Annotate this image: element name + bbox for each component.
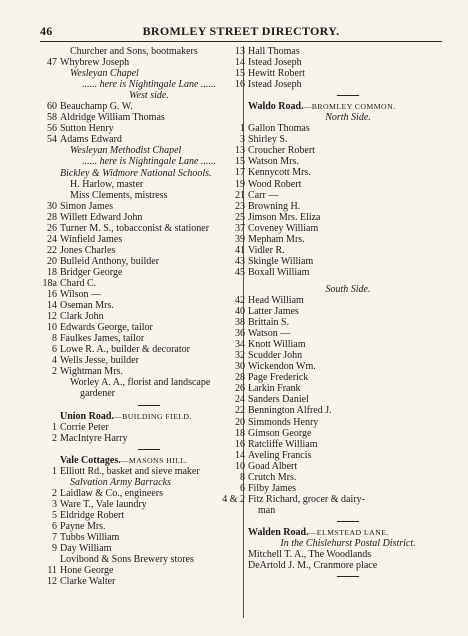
entry-text: gardener: [80, 388, 115, 400]
directory-entry: [47, 101, 238, 113]
house-number: 10: [47, 322, 57, 334]
directory-entry: [47, 200, 238, 212]
street-name: Walden Road.: [248, 526, 309, 538]
directory-entry: [47, 222, 238, 234]
entry-text: Faulkes James, tailor: [60, 333, 145, 345]
street-location: —BUILDING FIELD.: [113, 411, 192, 421]
directory-entry: [47, 300, 238, 312]
house-number: 1: [240, 123, 245, 135]
house-number: 54: [47, 134, 57, 146]
entry-text: Skingle William: [248, 255, 314, 267]
directory-entry: [235, 460, 448, 472]
house-number: 1: [52, 421, 57, 433]
entry-text: Edwards George, tailor: [60, 322, 153, 334]
entry-text: Mepham Mrs.: [248, 233, 305, 245]
house-number: 16: [235, 79, 245, 91]
house-number: 22: [235, 405, 245, 417]
house-number: 30: [47, 200, 57, 212]
entry-text: Coveney William: [248, 222, 319, 234]
directory-entry: [235, 79, 448, 91]
directory-entry: [235, 438, 448, 450]
house-number: 16: [47, 289, 57, 301]
directory-entry: [235, 68, 448, 80]
directory-entry: [47, 244, 238, 256]
entry-text: Bennington Alfred J.: [248, 405, 332, 417]
directory-entry: [248, 505, 448, 516]
directory-entry: [60, 179, 238, 190]
directory-entry: [235, 244, 448, 256]
house-number: 58: [47, 112, 57, 124]
directory-entry: [235, 156, 448, 168]
district-note: In the Chislehurst Postal District.: [280, 537, 416, 549]
directory-entry: [60, 79, 238, 90]
entry-text: ...... here is Nightingale Lane ......: [82, 156, 216, 168]
directory-entry: [235, 383, 448, 395]
entry-text: Salvation Army Barracks: [70, 476, 171, 488]
house-number: 30: [235, 361, 245, 373]
directory-entry: [235, 350, 448, 362]
street-name: Vale Cottages.: [60, 454, 121, 466]
entry-text: Latter James: [248, 306, 299, 318]
house-number: 7: [52, 531, 57, 543]
entry-text: Day William: [60, 543, 112, 555]
street-name: Union Road.: [60, 410, 114, 422]
directory-entry: [47, 57, 238, 69]
house-number: 20: [47, 255, 57, 267]
house-number: 56: [47, 123, 57, 135]
entry-text: Whybrew Joseph: [60, 57, 130, 69]
house-number: 19: [235, 178, 245, 190]
directory-entry: [52, 509, 238, 521]
house-number: 60: [47, 101, 57, 113]
directory-entry: [60, 145, 238, 156]
directory-entry: [47, 134, 238, 146]
section-heading-union-road: [60, 411, 238, 422]
house-number: 8: [52, 333, 57, 345]
directory-entry: [235, 372, 448, 384]
entry-text: Istead Joseph: [248, 79, 302, 91]
entry-text: DeArtold J. M., Cranmore place: [248, 560, 378, 572]
house-number: 14: [47, 300, 57, 312]
house-number: 34: [235, 339, 245, 351]
house-number: 14: [235, 57, 245, 69]
entry-text: Clarke Walter: [60, 576, 116, 588]
section-heading-waldo-road: [248, 101, 448, 112]
entry-text: Scudder John: [248, 350, 303, 362]
entry-text: Simmonds Henry: [248, 416, 319, 428]
directory-entry: [235, 394, 448, 406]
entry-text: Brittain S.: [248, 317, 290, 329]
entry-text: Watson —: [248, 328, 291, 340]
entry-text: Payne Mrs.: [60, 520, 106, 532]
directory-entry: [235, 178, 448, 190]
entry-text: Clark John: [60, 311, 104, 323]
entry-text: Oseman Mrs.: [60, 300, 114, 312]
directory-entry: [47, 211, 238, 223]
entry-text: Wightman Mrs.: [60, 366, 123, 378]
directory-entry: [235, 266, 448, 278]
house-number: 11: [47, 565, 57, 577]
house-number: 28: [235, 372, 245, 384]
house-number: 43: [235, 255, 245, 267]
directory-entry: [60, 190, 238, 201]
directory-entry: [60, 388, 238, 399]
entry-text: Wells Jesse, builder: [60, 355, 139, 367]
entry-text: Browning H.: [248, 200, 301, 212]
house-number: 18a: [42, 277, 57, 289]
side-label: South Side.: [325, 283, 371, 295]
entry-text: Head William: [248, 294, 304, 306]
entry-text: Winfield James: [60, 233, 123, 245]
right-column: [222, 46, 448, 582]
house-number: 36: [235, 328, 245, 340]
entry-text: Jimson Mrs. Eliza: [248, 211, 321, 223]
house-number: 42: [235, 294, 245, 306]
entry-text: Knott William: [248, 339, 306, 351]
house-number: 4 & 2: [222, 493, 245, 505]
directory-entry: [235, 427, 448, 439]
directory-entry: [235, 200, 448, 212]
directory-entry: [52, 531, 238, 543]
house-number: 13: [235, 46, 245, 57]
house-number: 10: [235, 460, 245, 472]
entry-text: Istead Joseph: [248, 57, 302, 69]
entry-text: Sanders Daniel: [248, 394, 309, 406]
entry-text: Aveling Francis: [248, 449, 312, 461]
section-heading-walden-road: [248, 527, 448, 538]
entry-text: Page Frederick: [248, 372, 309, 384]
directory-entry: [52, 432, 238, 444]
entry-text: Gimson George: [248, 427, 312, 439]
page-header: [40, 24, 442, 40]
directory-entry: [47, 112, 238, 124]
directory-entry: [47, 123, 238, 135]
left-column: [42, 46, 238, 588]
directory-entry: [47, 266, 238, 278]
house-number: 23: [235, 200, 245, 212]
entry-text: Wilson —: [60, 289, 101, 301]
house-number: 47: [47, 57, 57, 69]
directory-entry: [235, 405, 448, 417]
directory-entry: [235, 46, 448, 57]
section-rule: [337, 576, 359, 577]
house-number: 28: [47, 211, 57, 223]
entry-text: Vidler R.: [248, 244, 285, 256]
directory-entry: [52, 366, 238, 378]
directory-entry: [60, 68, 238, 79]
section-rule: [138, 449, 160, 450]
entry-text: Boxall William: [248, 266, 310, 278]
entry-text: Filby James: [248, 482, 297, 494]
page-number: 46: [40, 24, 53, 38]
house-number: 32: [235, 350, 245, 362]
house-number: 24: [235, 394, 245, 406]
house-number: 18: [235, 427, 245, 439]
street-name: Waldo Road.: [248, 101, 304, 113]
entry-text: Larkin Frank: [248, 383, 301, 395]
house-number: 22: [47, 244, 57, 256]
street-location: —ELMSTEAD LANE.: [308, 527, 389, 537]
directory-entry: [60, 477, 238, 488]
entry-text: Mitchell T. A., The Woodlands: [248, 549, 372, 561]
directory-entry: [235, 145, 448, 157]
house-number: 9: [52, 543, 57, 555]
section-rule: [337, 95, 359, 96]
entry-text: Simon James: [60, 200, 114, 212]
entry-text: Shirley S.: [248, 134, 288, 146]
house-number: 40: [235, 306, 245, 318]
entry-text: Bickley & Widmore National Schools.: [60, 167, 212, 179]
entry-text: Goad Albert: [248, 460, 298, 472]
directory-entry: [47, 322, 238, 334]
house-number: 41: [235, 244, 245, 256]
entry-text: Lovibond & Sons Brewery stores: [60, 554, 194, 566]
house-number: 16: [235, 438, 245, 450]
house-number: 25: [235, 211, 245, 223]
house-number: 37: [235, 222, 245, 234]
house-number: 18: [47, 266, 57, 278]
directory-entry: [52, 355, 238, 367]
entry-text: Ware T., Vale laundry: [60, 498, 147, 510]
house-number: 12: [47, 311, 57, 323]
entry-text: Gallon Thomas: [248, 123, 310, 135]
house-number: 6: [52, 520, 57, 532]
entry-text: Wickendon Wm.: [248, 361, 316, 373]
house-number: 17: [235, 167, 245, 179]
entry-text: man: [258, 504, 276, 516]
entry-text: Kennycott Mrs.: [248, 167, 311, 179]
directory-entry: [235, 317, 448, 329]
entry-text: Elliott Rd., basket and sieve maker: [60, 465, 200, 477]
house-number: 2: [52, 487, 57, 499]
directory-entry: [248, 560, 448, 571]
directory-entry: [235, 449, 448, 461]
house-number: 5: [52, 509, 57, 521]
directory-entry: [52, 487, 238, 499]
entry-text: Worley A. A., florist and landscape: [70, 377, 211, 389]
house-number: 4: [52, 355, 57, 367]
house-number: 14: [235, 449, 245, 461]
entry-text: Wesleyan Methodist Chapel: [70, 145, 182, 157]
side-label: West side.: [129, 90, 169, 102]
directory-entry: [47, 311, 238, 323]
directory-entry: [248, 549, 448, 560]
house-number: 6: [52, 344, 57, 356]
entry-text: Beauchamp G. W.: [60, 101, 133, 113]
directory-entry: [235, 416, 448, 428]
entry-text: Turner M. S., tobacconist & stationer: [60, 222, 210, 234]
entry-text: Hall Thomas: [248, 46, 300, 57]
directory-entry: [47, 565, 238, 577]
entry-text: Laidlaw & Co., engineers: [60, 487, 164, 499]
entry-text: Eldridge Robert: [60, 509, 125, 521]
house-number: 15: [235, 68, 245, 80]
entry-text: Ratcliffe William: [248, 438, 318, 450]
directory-entry: [240, 134, 448, 146]
section-rule: [337, 521, 359, 522]
directory-entry: [52, 498, 238, 510]
entry-text: Wood Robert: [248, 178, 302, 190]
directory-entry: [235, 294, 448, 306]
house-number: 6: [240, 482, 245, 494]
header-rule: [40, 41, 442, 42]
entry-text: Lowe R. A., builder & decorator: [60, 344, 190, 356]
entry-text: Wesleyan Chapel: [70, 68, 139, 80]
directory-entry: [235, 255, 448, 267]
directory-entry: [52, 520, 238, 532]
entry-text: Willett Edward John: [60, 211, 143, 223]
directory-entry: [47, 233, 238, 245]
entry-text: Bulleid Anthony, builder: [60, 255, 160, 267]
entry-text: Jones Charles: [60, 244, 116, 256]
directory-entry: [60, 46, 238, 57]
entry-text: Hone George: [60, 565, 114, 577]
directory-entry: [235, 233, 448, 245]
directory-entry: [235, 328, 448, 340]
entry-text: Chard C.: [60, 277, 97, 289]
entry-text: Croucher Robert: [248, 145, 315, 157]
section-rule: [138, 405, 160, 406]
house-number: 26: [47, 222, 57, 234]
directory-entry: [235, 222, 448, 234]
house-number: 1: [52, 465, 57, 477]
entry-text: Sutton Henry: [60, 123, 114, 135]
entry-text: Miss Clements, mistress: [70, 189, 168, 201]
house-number: 15: [235, 156, 245, 168]
directory-entry: [60, 377, 238, 388]
house-number: 2: [52, 432, 57, 444]
entry-text: ...... here is Nightingale Lane ......: [82, 79, 216, 91]
directory-entry: [52, 465, 238, 477]
house-number: 8: [240, 471, 245, 483]
house-number: 3: [52, 498, 57, 510]
house-number: 13: [235, 145, 245, 157]
directory-entry: [235, 361, 448, 373]
street-location: —BROMLEY COMMON.: [303, 102, 396, 112]
directory-entry: [235, 306, 448, 318]
directory-entry: [240, 123, 448, 135]
house-number: 26: [235, 383, 245, 395]
directory-entry: [42, 277, 238, 289]
directory-entry: [52, 333, 238, 345]
house-number: 24: [47, 233, 57, 245]
directory-entry: [47, 576, 238, 588]
house-number: 12: [47, 576, 57, 588]
entry-text: Aldridge William Thomas: [60, 112, 165, 124]
directory-entry: [47, 255, 238, 267]
directory-entry: [52, 421, 238, 433]
entry-text: Carr —: [248, 189, 279, 201]
house-number: 21: [235, 189, 245, 201]
house-number: 39: [235, 233, 245, 245]
house-number: 3: [240, 134, 245, 146]
directory-entry: [235, 211, 448, 223]
directory-entry: [222, 493, 448, 505]
directory-entry: [60, 554, 238, 565]
directory-entry: [235, 189, 448, 201]
directory-entry: [60, 168, 238, 179]
entry-text: Adams Edward: [60, 134, 122, 146]
entry-text: Fitz Richard, grocer & dairy-: [248, 493, 365, 505]
directory-entry: [60, 156, 238, 167]
directory-entry: [52, 543, 238, 555]
entry-text: Watson Mrs.: [248, 156, 299, 168]
side-label: North Side.: [325, 112, 371, 124]
directory-entry: [240, 482, 448, 494]
house-number: 20: [235, 416, 245, 428]
directory-entry: [235, 57, 448, 69]
directory-entry: [235, 167, 448, 179]
directory-entry: [240, 471, 448, 483]
street-location: —MASONS HILL.: [120, 455, 188, 465]
entry-text: H. Harlow, master: [70, 178, 144, 190]
entry-text: Corrie Peter: [60, 421, 109, 433]
entry-text: Hewitt Robert: [248, 68, 305, 80]
directory-entry: [235, 339, 448, 351]
entry-text: Bridger George: [60, 266, 123, 278]
page-title: BROMLEY STREET DIRECTORY.: [142, 24, 340, 38]
section-heading-vale-cottages: [60, 455, 238, 466]
directory-entry: [52, 344, 238, 356]
entry-text: MacIntyre Harry: [60, 432, 128, 444]
house-number: 38: [235, 317, 245, 329]
house-number: 2: [52, 366, 57, 378]
entry-text: Crutch Mrs.: [248, 471, 297, 483]
house-number: 45: [235, 266, 245, 278]
entry-text: Tubbs William: [60, 531, 120, 543]
entry-text: Churcher and Sons, bootmakers: [70, 46, 198, 57]
directory-entry: [47, 289, 238, 301]
